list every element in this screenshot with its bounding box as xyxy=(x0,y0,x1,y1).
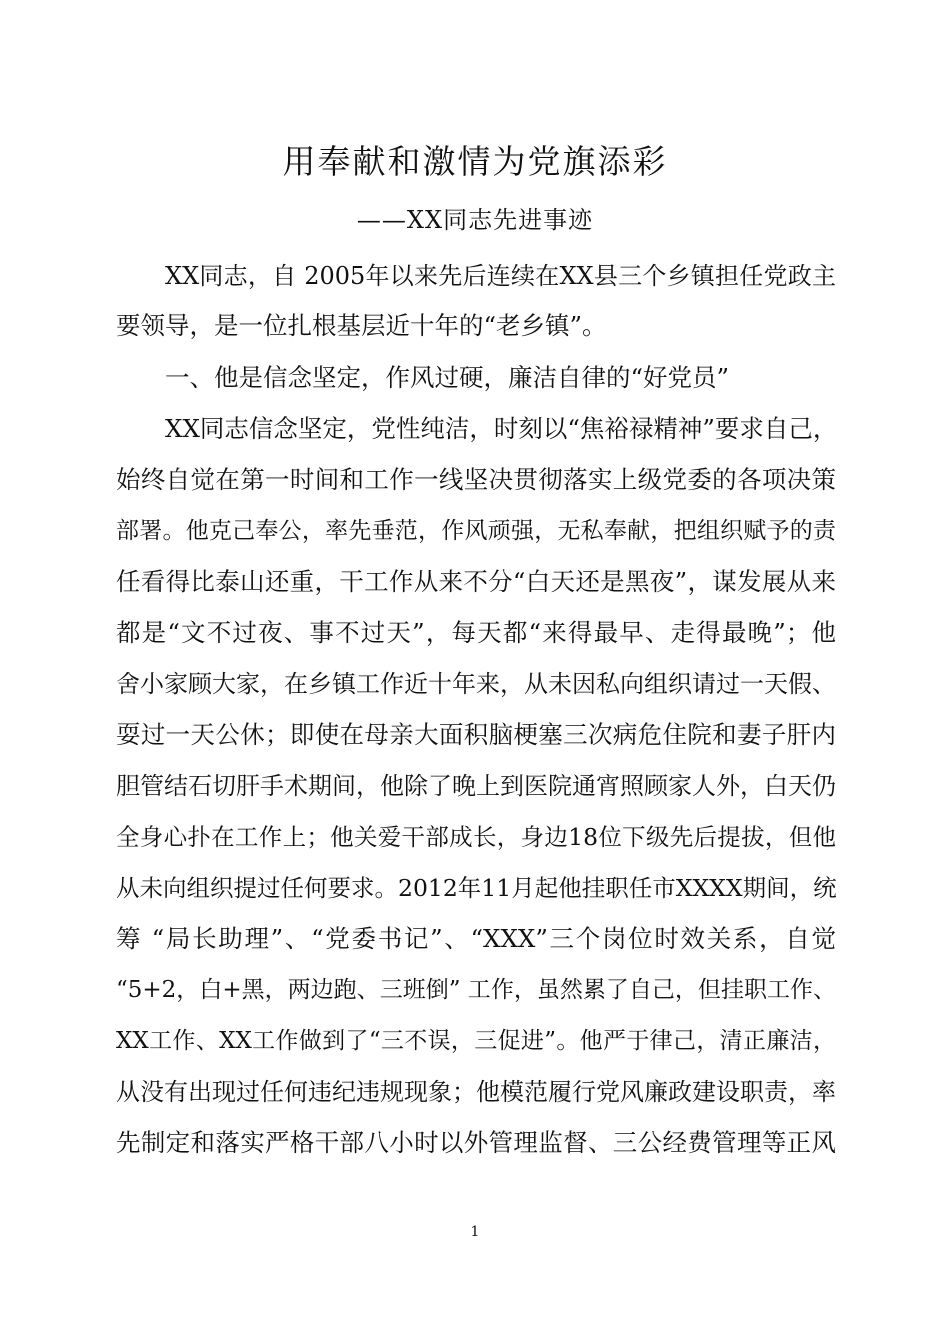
paragraph-line: XX同志，自 2005年以来先后连续在XX县三个乡镇担任党政主 xyxy=(165,262,836,290)
paragraph-line: 始终自觉在第一时间和工作一线坚决贯彻落实上级党委的各项决策 xyxy=(116,465,836,494)
paragraph-line: 筹 “局长助理”、“党委书记”、“XXX”三个岗位时效关系，自觉 xyxy=(116,924,836,953)
section-heading: 一、他是信念坚定，作风过硬，廉洁自律的“好党员” xyxy=(165,363,730,392)
paragraph-line: 从未向组织提过任何要求。2012年11月起他挂职任市XXXX期间，统 xyxy=(116,874,837,902)
paragraph-line: 全身心扑在工作上；他关爱干部成长，身边18位下级先后提拔，但他 xyxy=(116,823,836,851)
paragraph-line: 从没有出现过任何违纪违规现象；他模范履行党风廉政建设职责，率 xyxy=(116,1078,836,1106)
paragraph-line: 部署。他克己奉公，率先垂范，作风顽强，无私奉献，把组织赋予的责 xyxy=(116,518,836,544)
paragraph-line: 任看得比泰山还重，干工作从来不分“白天还是黑夜”，谋发展从来 xyxy=(116,567,836,596)
paragraph-line: XX同志信念坚定，党性纯洁，时刻以“焦裕禄精神”要求自己， xyxy=(165,414,838,443)
paragraph-line: XX工作、XX工作做到了“三不误，三促进”。他严于律己，清正廉洁， xyxy=(116,1028,836,1054)
paragraph-line: 先制定和落实严格干部八小时以外管理监督、三公经费管理等正风 xyxy=(116,1128,836,1157)
document-subtitle: ——XX同志先进事迹 xyxy=(356,206,594,234)
paragraph-line: 都是“文不过夜、事不过天”，每天都“来得最早、走得最晚”；他 xyxy=(116,618,836,647)
document-title: 用奉献和激情为党旗添彩 xyxy=(282,142,668,181)
paragraph-line: “5+2，白+黑，两边跑、三班倒” 工作，虽然累了自己，但挂职工作、 xyxy=(116,977,836,1003)
page-number: 1 xyxy=(470,1224,480,1240)
paragraph-line: 舍小家顾大家，在乡镇工作近十年来，从未因私向组织请过一天假、 xyxy=(116,670,836,698)
paragraph-line: 耍过一天公休；即使在母亲大面积脑梗塞三次病危住院和妻子肝内 xyxy=(116,720,836,749)
paragraph-line: 胆管结石切肝手术期间，他除了晚上到医院通宵照顾家人外，白天仍 xyxy=(116,772,836,800)
paragraph-line: 要领导，是一位扎根基层近十年的“老乡镇”。 xyxy=(116,311,607,340)
